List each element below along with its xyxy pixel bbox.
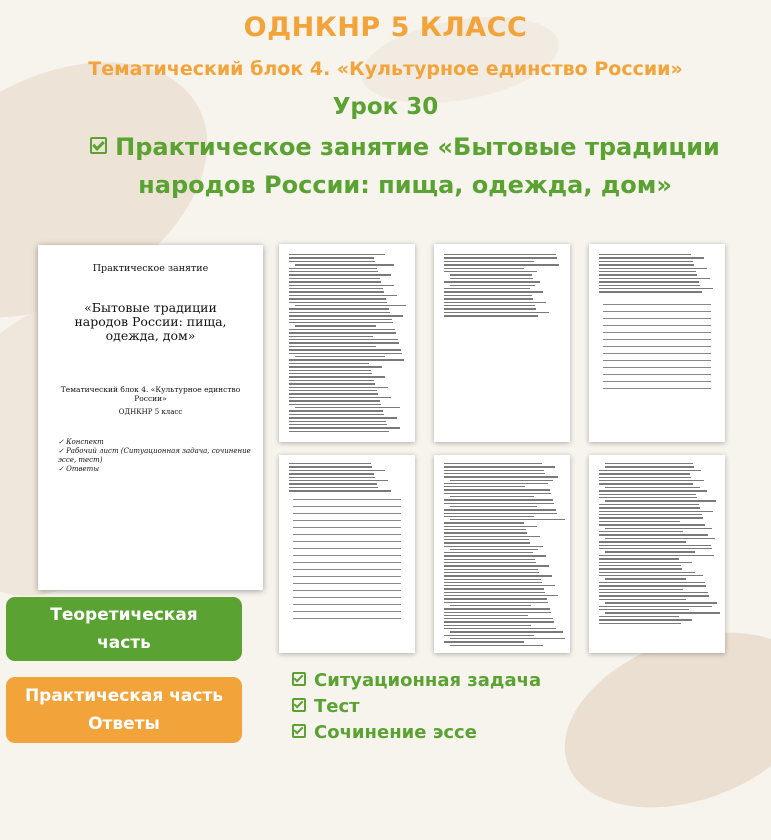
text-line bbox=[444, 608, 550, 609]
text-line bbox=[289, 393, 378, 394]
text-line bbox=[289, 417, 397, 418]
text-line bbox=[444, 291, 543, 292]
text-line bbox=[289, 271, 378, 272]
text-line bbox=[603, 311, 711, 312]
text-line bbox=[444, 305, 535, 306]
text-line bbox=[444, 254, 556, 255]
title-page-block: Тематический блок 4. «Культурное единство России» bbox=[60, 385, 241, 403]
text-line bbox=[444, 532, 527, 533]
text-line bbox=[603, 318, 711, 319]
text-line bbox=[444, 466, 555, 467]
text-line bbox=[289, 376, 385, 377]
text-line bbox=[289, 410, 383, 411]
text-line bbox=[289, 268, 377, 269]
text-line bbox=[603, 304, 711, 305]
text-line bbox=[289, 370, 371, 371]
text-line bbox=[599, 575, 703, 576]
lesson-number: Урок 30 bbox=[332, 94, 439, 120]
text-line bbox=[289, 274, 391, 275]
text-line bbox=[603, 374, 711, 375]
text-line bbox=[605, 578, 686, 579]
text-line bbox=[289, 319, 392, 320]
text-line bbox=[603, 367, 711, 368]
text-line bbox=[289, 349, 401, 350]
text-line bbox=[444, 536, 540, 537]
text-line bbox=[289, 281, 381, 282]
checkbox-icon bbox=[90, 137, 107, 154]
text-line bbox=[289, 414, 384, 415]
text-line bbox=[603, 360, 711, 361]
text-line bbox=[605, 500, 716, 501]
text-line bbox=[293, 506, 401, 507]
topic-line-2: народов России: пища, одежда, дом» bbox=[138, 171, 672, 199]
text-line bbox=[599, 254, 691, 255]
text-line bbox=[289, 366, 382, 367]
text-line bbox=[289, 257, 374, 258]
text-line bbox=[444, 572, 539, 573]
text-line bbox=[444, 542, 530, 543]
text-line bbox=[444, 592, 545, 593]
text-line bbox=[603, 339, 711, 340]
text-line bbox=[599, 524, 705, 525]
title-page-label: Практическое занятие bbox=[92, 263, 209, 274]
text-line bbox=[444, 615, 528, 616]
text-line bbox=[444, 575, 552, 576]
text-line bbox=[599, 288, 713, 289]
text-line bbox=[289, 291, 384, 292]
page-preview-essay bbox=[279, 455, 415, 653]
text-line bbox=[450, 506, 537, 507]
text-line bbox=[289, 302, 387, 303]
text-line bbox=[289, 329, 395, 330]
checkbox-icon bbox=[292, 724, 306, 738]
block-title: Тематический блок 4. «Культурное единство России» bbox=[88, 58, 683, 80]
text-line bbox=[444, 509, 556, 510]
text-line bbox=[599, 565, 681, 566]
text-line bbox=[599, 555, 714, 556]
text-line bbox=[450, 605, 531, 606]
text-line bbox=[289, 322, 393, 323]
task-item: Ситуационная задача bbox=[292, 668, 541, 694]
text-line bbox=[289, 295, 397, 296]
text-line bbox=[599, 473, 690, 474]
text-line bbox=[599, 545, 711, 546]
checkbox-icon bbox=[292, 672, 306, 686]
text-line bbox=[444, 552, 533, 553]
text-line bbox=[289, 359, 404, 360]
text-line bbox=[293, 499, 401, 500]
text-line bbox=[444, 499, 553, 500]
text-line bbox=[444, 288, 530, 289]
text-line bbox=[444, 302, 546, 303]
text-line bbox=[289, 427, 400, 428]
task-list bbox=[292, 668, 541, 746]
practice-label-1: Практическая часть bbox=[24, 686, 224, 706]
text-line bbox=[605, 463, 693, 464]
text-line bbox=[289, 404, 381, 405]
text-line bbox=[599, 504, 699, 505]
practice-part-badge bbox=[6, 677, 242, 743]
text-line bbox=[444, 281, 540, 282]
text-line bbox=[293, 569, 401, 570]
text-line bbox=[444, 463, 542, 464]
text-line bbox=[444, 598, 547, 599]
text-line bbox=[599, 261, 693, 262]
title-page-course: ОДНКНР 5 класс bbox=[118, 408, 183, 416]
text-line bbox=[444, 312, 549, 313]
text-line bbox=[599, 606, 712, 607]
text-line bbox=[293, 597, 401, 598]
text-line bbox=[450, 519, 565, 520]
text-line bbox=[599, 599, 686, 600]
text-line bbox=[599, 281, 699, 282]
text-line bbox=[444, 618, 553, 619]
text-line bbox=[599, 585, 706, 586]
text-line bbox=[289, 363, 369, 364]
text-line bbox=[599, 511, 713, 512]
text-line bbox=[289, 261, 375, 262]
text-line bbox=[293, 583, 401, 584]
text-line bbox=[599, 592, 708, 593]
topic-line-1: Практическое занятие «Бытовые традиции bbox=[115, 133, 720, 161]
theory-label-1: Теоретическая bbox=[50, 605, 198, 625]
text-line bbox=[450, 274, 532, 275]
task-item: Сочинение эссе bbox=[292, 720, 541, 746]
text-line bbox=[599, 541, 686, 542]
text-line bbox=[599, 514, 702, 515]
text-line bbox=[289, 336, 373, 337]
checkbox-icon bbox=[292, 698, 306, 712]
text-line bbox=[444, 315, 538, 316]
text-line bbox=[289, 308, 389, 309]
text-line bbox=[289, 383, 375, 384]
text-line bbox=[444, 261, 534, 262]
text-line bbox=[599, 609, 689, 610]
text-line bbox=[605, 487, 700, 488]
text-line bbox=[603, 325, 711, 326]
text-line bbox=[289, 332, 396, 333]
page-preview-conspect bbox=[434, 244, 570, 442]
text-line bbox=[444, 602, 548, 603]
text-line bbox=[599, 291, 702, 292]
text-line bbox=[599, 497, 697, 498]
text-line bbox=[599, 268, 707, 269]
text-line bbox=[450, 278, 533, 279]
text-line bbox=[599, 271, 696, 272]
text-line bbox=[444, 489, 550, 490]
text-line bbox=[599, 619, 692, 620]
text-line bbox=[444, 268, 524, 269]
text-line bbox=[295, 407, 400, 408]
text-line bbox=[444, 559, 535, 560]
text-line bbox=[293, 562, 401, 563]
text-line bbox=[444, 555, 546, 556]
text-line bbox=[599, 616, 679, 617]
page-preview-answers bbox=[589, 455, 725, 653]
text-line bbox=[289, 477, 375, 478]
text-line bbox=[289, 470, 385, 471]
text-line bbox=[603, 346, 711, 347]
text-line bbox=[599, 521, 680, 522]
title-page-topic: «Бытовые традиции народов России: пища, одежда, дом» bbox=[74, 300, 227, 343]
text-line bbox=[444, 529, 526, 530]
text-line bbox=[444, 483, 548, 484]
text-line bbox=[444, 271, 537, 272]
text-line bbox=[599, 562, 692, 563]
text-line bbox=[599, 558, 679, 559]
text-line bbox=[444, 493, 551, 494]
contents-item: ✓ Ответы bbox=[58, 465, 100, 473]
text-line bbox=[289, 254, 385, 255]
text-line bbox=[599, 568, 682, 569]
contents-item: ✓ Рабочий лист (Ситуационная задача, сочинение эссе, тест) bbox=[58, 447, 251, 464]
text-line bbox=[444, 569, 538, 570]
text-line bbox=[444, 476, 558, 477]
lesson-topic bbox=[60, 128, 750, 204]
text-line bbox=[605, 612, 720, 613]
text-line bbox=[444, 264, 559, 265]
text-line bbox=[444, 522, 524, 523]
text-line bbox=[603, 332, 711, 333]
text-line bbox=[293, 513, 401, 514]
text-line bbox=[444, 516, 534, 517]
text-line bbox=[599, 548, 712, 549]
text-line bbox=[450, 480, 553, 481]
text-line bbox=[295, 356, 385, 357]
text-line bbox=[444, 588, 544, 589]
text-line bbox=[289, 397, 391, 398]
text-line bbox=[289, 346, 376, 347]
text-line bbox=[444, 513, 557, 514]
text-line bbox=[599, 589, 683, 590]
text-line bbox=[293, 611, 401, 612]
text-line bbox=[599, 285, 700, 286]
text-line bbox=[289, 380, 374, 381]
title-page-contents bbox=[58, 438, 258, 474]
text-line bbox=[603, 353, 711, 354]
text-line bbox=[289, 339, 398, 340]
page-preview-test bbox=[434, 455, 570, 653]
text-line bbox=[289, 466, 372, 467]
text-line bbox=[599, 483, 693, 484]
theory-part-badge bbox=[6, 597, 242, 661]
text-line bbox=[293, 548, 401, 549]
text-line bbox=[289, 315, 403, 316]
text-line bbox=[444, 526, 537, 527]
text-line bbox=[605, 551, 695, 552]
text-line bbox=[289, 400, 380, 401]
text-line bbox=[444, 565, 549, 566]
text-line bbox=[450, 285, 535, 286]
text-line bbox=[444, 257, 557, 258]
text-line bbox=[599, 264, 694, 265]
text-line bbox=[599, 477, 691, 478]
task-item: Тест bbox=[292, 694, 541, 720]
contents-item: ✓ Конспект bbox=[58, 438, 104, 446]
page-preview-conspect bbox=[279, 244, 415, 442]
text-line bbox=[444, 628, 556, 629]
text-line bbox=[603, 381, 711, 382]
text-line bbox=[289, 390, 377, 391]
text-line bbox=[289, 490, 391, 491]
text-line bbox=[450, 549, 538, 550]
text-line bbox=[599, 517, 703, 518]
text-line bbox=[444, 621, 554, 622]
text-line bbox=[444, 595, 558, 596]
text-line bbox=[289, 431, 389, 432]
text-line bbox=[444, 503, 554, 504]
text-line bbox=[603, 388, 711, 389]
text-line bbox=[289, 473, 374, 474]
text-line bbox=[444, 635, 534, 636]
text-line bbox=[289, 387, 388, 388]
text-line bbox=[293, 604, 401, 605]
text-line bbox=[289, 312, 390, 313]
text-line bbox=[293, 576, 401, 577]
theory-label-2: часть bbox=[97, 633, 151, 653]
text-line bbox=[293, 541, 401, 542]
text-line bbox=[450, 638, 565, 639]
text-line bbox=[293, 555, 401, 556]
text-line bbox=[444, 625, 531, 626]
text-line bbox=[289, 285, 394, 286]
text-line bbox=[289, 487, 378, 488]
text-line bbox=[289, 373, 372, 374]
text-line bbox=[444, 539, 529, 540]
text-line bbox=[289, 288, 383, 289]
text-line bbox=[605, 528, 712, 529]
text-line bbox=[289, 298, 386, 299]
text-line bbox=[293, 534, 401, 535]
text-line bbox=[289, 483, 377, 484]
text-line bbox=[599, 257, 704, 258]
text-line bbox=[444, 473, 545, 474]
text-line bbox=[599, 595, 709, 596]
text-line bbox=[599, 490, 707, 491]
text-line bbox=[444, 641, 524, 642]
text-line bbox=[599, 274, 697, 275]
text-line bbox=[293, 520, 401, 521]
text-line bbox=[295, 325, 376, 326]
text-line bbox=[444, 546, 543, 547]
text-line bbox=[289, 353, 402, 354]
title-page-preview bbox=[38, 245, 263, 590]
text-line bbox=[599, 531, 683, 532]
text-line bbox=[599, 278, 710, 279]
text-line bbox=[605, 602, 717, 603]
text-line bbox=[289, 463, 371, 464]
text-line bbox=[444, 562, 536, 563]
text-line bbox=[599, 470, 701, 471]
text-line bbox=[444, 298, 533, 299]
course-title: ОДНКНР 5 КЛАСС bbox=[243, 12, 528, 43]
text-line bbox=[289, 480, 388, 481]
text-line bbox=[450, 631, 563, 632]
text-line bbox=[599, 507, 700, 508]
text-line bbox=[444, 612, 551, 613]
text-line bbox=[293, 618, 401, 619]
text-line bbox=[605, 538, 715, 539]
text-line bbox=[599, 534, 708, 535]
text-line bbox=[289, 278, 380, 279]
text-line bbox=[444, 470, 544, 471]
text-line bbox=[599, 494, 696, 495]
text-line bbox=[605, 466, 694, 467]
text-line bbox=[444, 308, 536, 309]
text-line bbox=[295, 305, 406, 306]
text-line bbox=[295, 264, 394, 265]
text-line bbox=[450, 496, 534, 497]
text-line bbox=[289, 424, 387, 425]
text-line bbox=[599, 480, 704, 481]
text-line bbox=[599, 582, 705, 583]
text-line bbox=[444, 585, 555, 586]
text-line bbox=[599, 623, 681, 624]
text-line bbox=[599, 572, 695, 573]
text-line bbox=[444, 486, 525, 487]
text-line bbox=[450, 645, 543, 646]
text-line bbox=[444, 295, 532, 296]
text-line bbox=[293, 527, 401, 528]
text-line bbox=[444, 582, 542, 583]
practice-label-2: Ответы bbox=[88, 714, 160, 734]
text-line bbox=[289, 421, 386, 422]
page-preview-worksheet bbox=[589, 244, 725, 442]
text-line bbox=[444, 579, 541, 580]
text-line bbox=[289, 342, 399, 343]
text-line bbox=[293, 590, 401, 591]
